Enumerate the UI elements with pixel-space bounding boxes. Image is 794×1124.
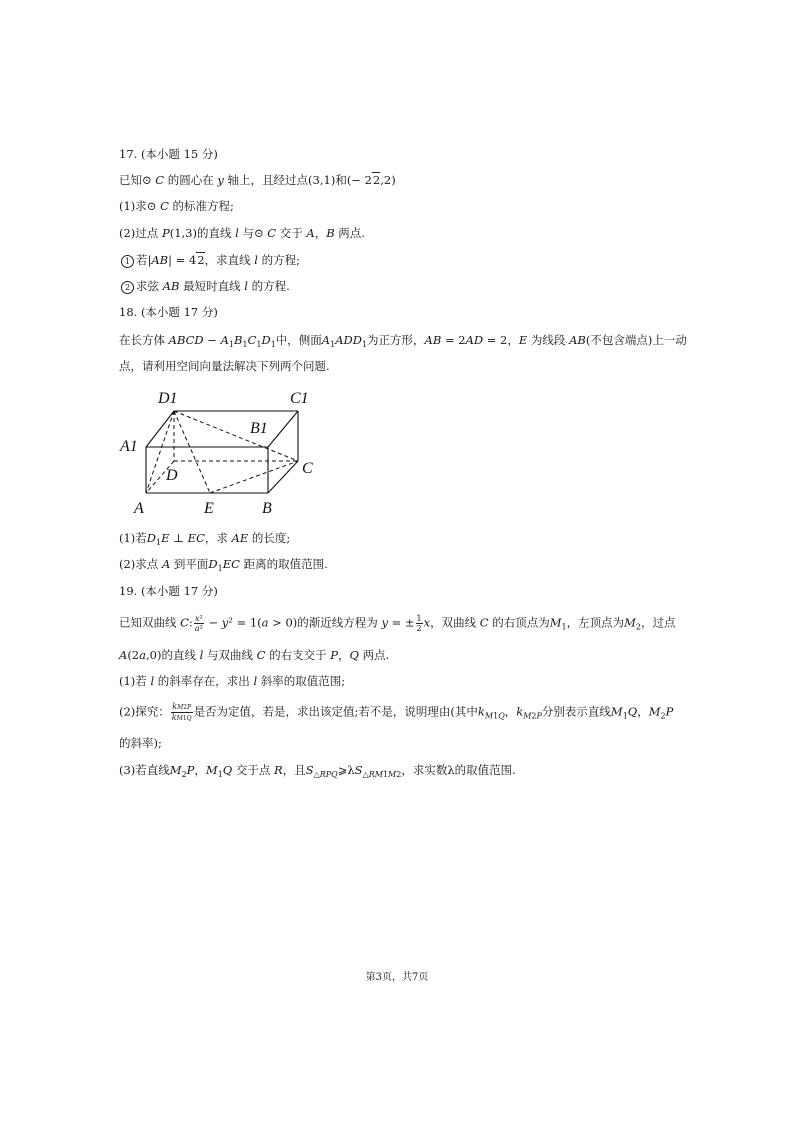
q17-part2b: 2 求弦 AB 最短时直线 l 的方程. xyxy=(121,278,290,294)
q18-header: 18. (本小题 17 分) xyxy=(119,305,218,319)
q17-part1: (1)求⊙ C 的标准方程; xyxy=(119,199,234,213)
q18-stem-line1: 在长方体 ABCD − $A_1B_1C_1D_1$中，侧面$A_1ADD_1$为正方形，AB = 2AD = 2，E 为线段 AB(不包含端点)上一动 xyxy=(119,333,687,349)
label-B1: B1 xyxy=(250,420,268,437)
label-B: B xyxy=(262,500,272,517)
q18-part1: (1)若$D_1E$ ⊥ EC，求 AE 的长度; xyxy=(119,531,291,547)
q19-part2-line1: (2)探究： $\frac{kM2P}{kM1Q}$ 是否为定值，若是，求出该定值;若不是，说明理由(其中$k_{M1Q}$，$k_{M2P}$分别表示直线$M_1Q$，$M_2P$ xyxy=(119,702,674,722)
label-C: C xyxy=(302,460,313,477)
q19-stem-line1: 已知双曲线 C: $\frac{\text{x²}}{\text{a²}}$ − y² = 1(a > 0)的渐近线方程为 y = ± $\frac{1}{2}$ x，双曲线 C 的右顶点为$M_1$，左顶点为$M_2$，过点 xyxy=(119,614,676,633)
page-number: 第3页，共7页 xyxy=(365,972,429,983)
q18-part2: (2)求点 A 到平面$D_1EC$ 距离的取值范围. xyxy=(119,557,328,573)
q17-header: 17. (本小题 15 分) xyxy=(119,147,218,161)
label-A1: A1 xyxy=(120,438,138,455)
q18-stem-line2: 点，请利用空间向量法解决下列两个问题. xyxy=(119,359,330,373)
q19-part1: (1)若 l 的斜率存在，求出 l 斜率的取值范围; xyxy=(119,674,346,688)
cuboid-figure xyxy=(118,383,328,518)
label-D1: D1 xyxy=(158,390,178,407)
label-C1: C1 xyxy=(290,390,309,407)
label-A: A xyxy=(134,500,144,517)
q19-header: 19. (本小题 17 分) xyxy=(119,584,218,598)
label-E: E xyxy=(204,500,214,517)
q19-part3: (3)若直线$M_2P$，$M_1Q$ 交于点 R，且$S_{\triangle RPQ}⩾\lambda S_{\triangle RM1M2}$，求实数λ的取值范围. xyxy=(119,763,516,779)
q19-part2-line2: 的斜率); xyxy=(119,736,162,750)
q17-part2: (2)过点 P(1,3)的直线 l 与⊙ C 交于 A，B 两点. xyxy=(119,226,365,240)
label-D: D xyxy=(166,467,178,484)
q17-stem: 已知⊙ C 的圆心在 y 轴上，且经过点(3,1)和(− 22,2) xyxy=(119,173,396,187)
q19-stem-line2: A(2a,0)的直线 l 与双曲线 C 的右支交于 P，Q 两点. xyxy=(119,648,390,662)
q17-part2a: 1 若|AB| = 42，求直线 l 的方程; xyxy=(121,252,300,268)
